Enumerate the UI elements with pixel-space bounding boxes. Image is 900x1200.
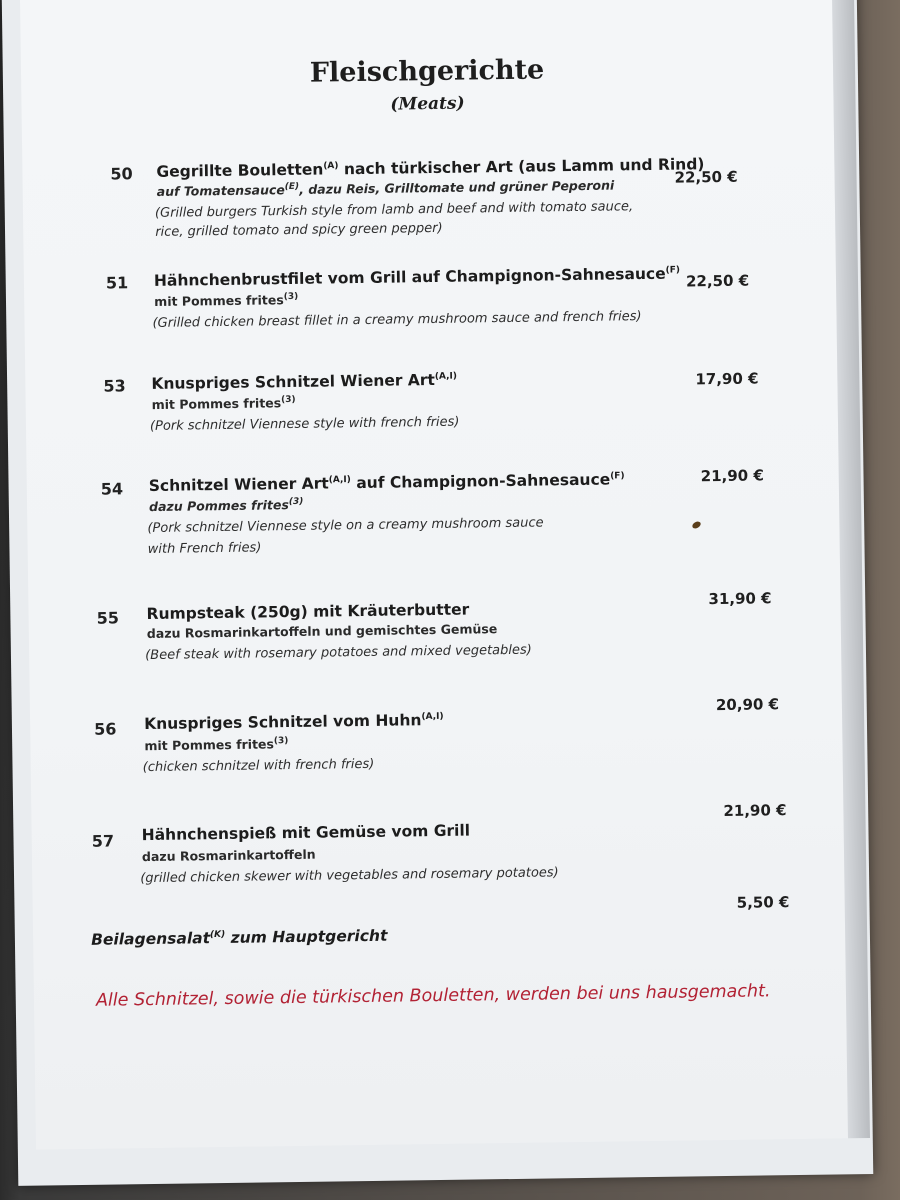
item-name: Knuspriges Schnitzel Wiener Art$^{(A,I)}$: [151, 370, 458, 393]
item-name: Gegrillte Bouletten$^{(A)}$ nach türkischer Art (aus Lamm und Rind): [156, 155, 705, 181]
page-title: Fleischgerichte: [309, 54, 545, 89]
item-price: 21,90 €: [723, 801, 787, 820]
item-translation-line1: (chicken schnitzel with french fries): [142, 756, 375, 776]
item-translation-line2: with French fries): [147, 540, 262, 557]
item-number: 56: [94, 719, 117, 739]
item-name: Hähnchenspieß mit Gemüse vom Grill: [141, 821, 471, 845]
homemade-note: Alle Schnitzel, sowie die türkischen Bouletten, werden bei uns hausgemacht.: [95, 981, 771, 1011]
item-price: 22,50 €: [674, 167, 738, 187]
item-description: dazu Pommes frites$^{(3)}$: [148, 496, 304, 515]
item-description: mit Pommes frites$^{(3)}$: [154, 291, 299, 310]
item-name: Knuspriges Schnitzel vom Huhn$^{(A,I)}$: [144, 711, 444, 734]
item-number: 55: [96, 608, 120, 628]
item-translation-line1: (Grilled chicken breast fillet in a creamy mushroom sauce and french fries): [152, 309, 642, 331]
item-translation-line1: (Grilled burgers Turkish style from lamb and beef and with tomato sauce,: [154, 199, 634, 221]
item-description: mit Pommes frites$^{(3)}$: [144, 736, 289, 754]
side-salad-price: 5,50 €: [736, 893, 790, 912]
item-number: 50: [110, 164, 133, 184]
item-price: 17,90 €: [695, 369, 759, 389]
item-name: Rumpsteak (250g) mit Kräuterbutter: [146, 600, 470, 624]
menu-page: [20, 0, 848, 1150]
item-price: 31,90 €: [708, 589, 772, 609]
item-number: 51: [105, 273, 129, 293]
item-description: dazu Rosmarinkartoffeln: [141, 846, 316, 865]
item-translation-line1: (grilled chicken skewer with vegetables and rosemary potatoes): [140, 865, 559, 887]
item-name: Schnitzel Wiener Art$^{(A,I)}$ auf Champignon-Sahnesauce$^{(F)}$: [148, 470, 625, 495]
item-number: 54: [100, 479, 124, 499]
item-name: Hähnchenbrustfilet vom Grill auf Champignon-Sahnesauce$^{(F)}$: [153, 264, 681, 290]
item-translation-line1: (Pork schnitzel Viennese style on a creamy mushroom sauce: [147, 515, 544, 536]
item-price: 21,90 €: [700, 466, 764, 486]
item-price: 20,90 €: [715, 695, 780, 715]
item-number: 57: [91, 831, 115, 851]
page-subtitle: (Meats): [390, 93, 465, 115]
item-translation-line1: (Pork schnitzel Viennese style with french fries): [149, 414, 460, 434]
item-translation-line2: rice, grilled tomato and spicy green pepper): [155, 220, 443, 240]
item-price: 22,50 €: [685, 271, 750, 291]
side-salad-name: Beilagensalat$^{(K)}$ zum Hauptgericht: [91, 926, 388, 949]
item-description: auf Tomatensauce$^{(E)}$, dazu Reis, Grilltomate und grüner Peperoni: [156, 177, 615, 199]
item-description: dazu Rosmarinkartoffeln und gemischtes Gemüse: [146, 621, 498, 642]
item-number: 53: [103, 376, 126, 396]
item-translation-line1: (Beef steak with rosemary potatoes and mixed vegetables): [145, 642, 532, 664]
item-description: mit Pommes frites$^{(3)}$: [151, 394, 296, 413]
